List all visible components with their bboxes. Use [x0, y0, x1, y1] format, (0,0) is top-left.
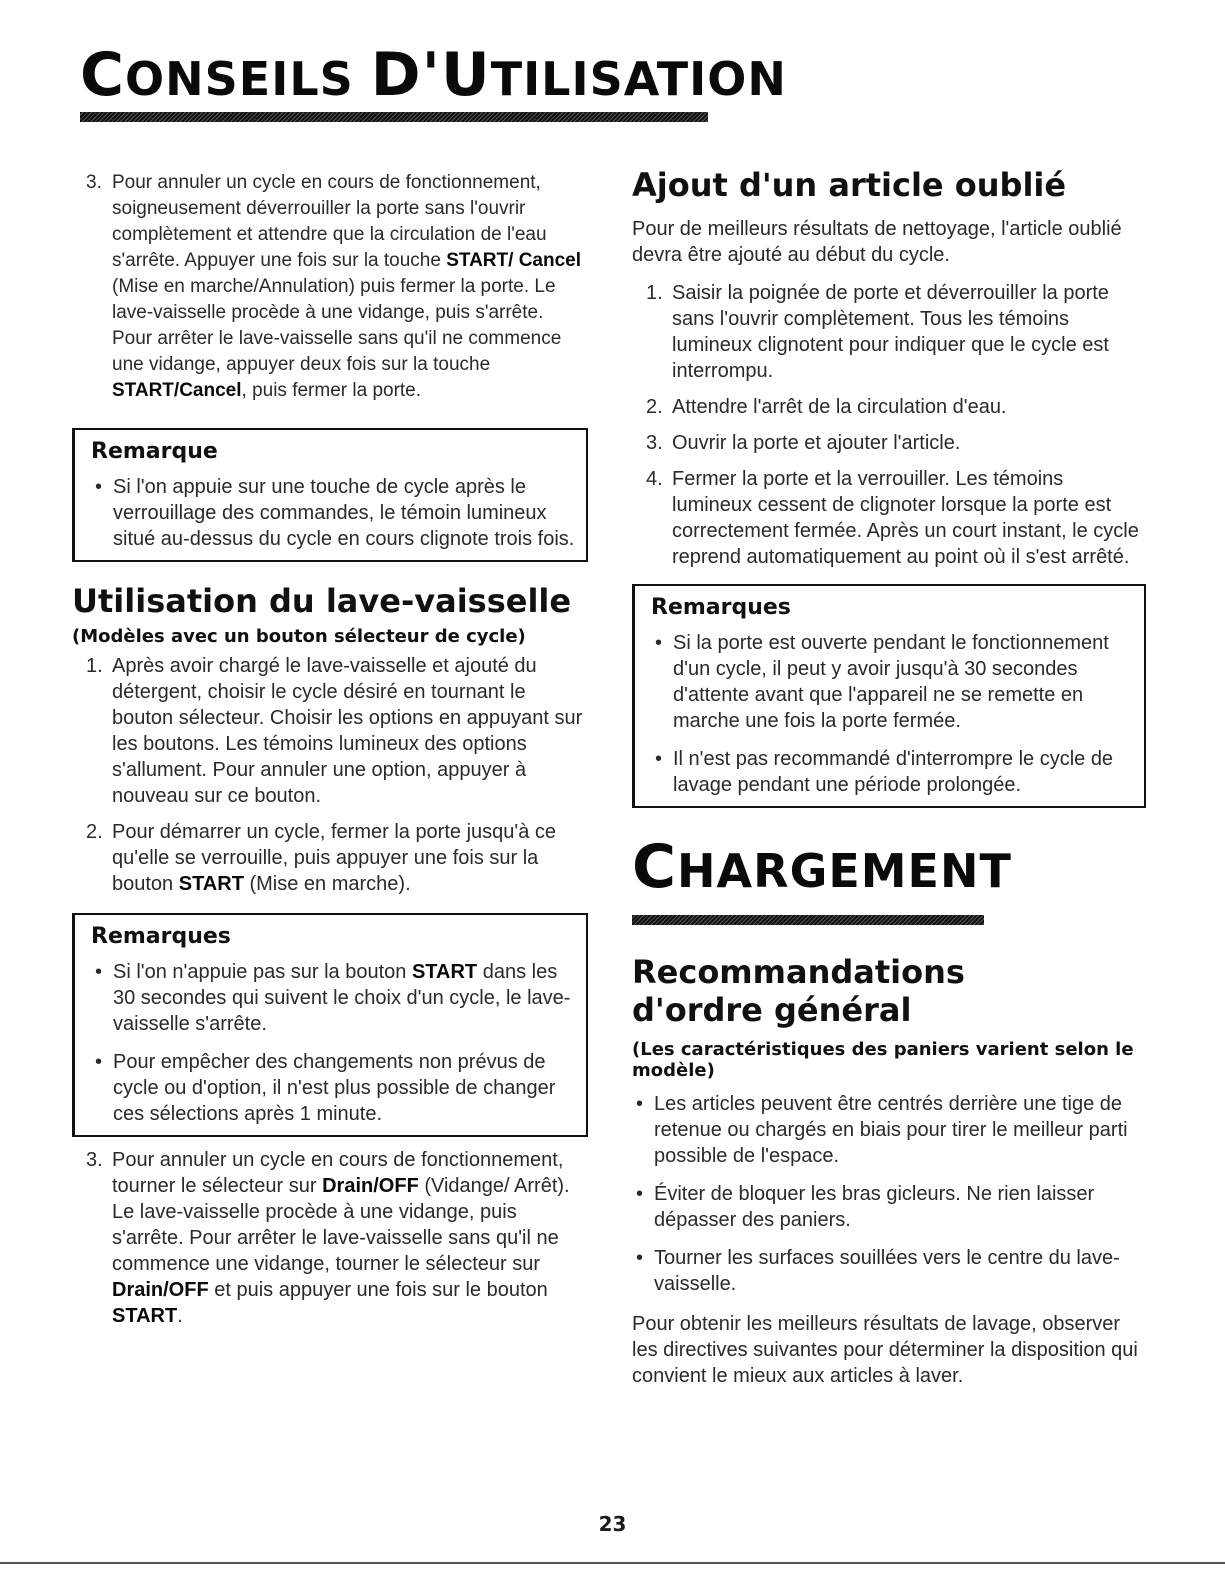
note-box: [72, 913, 588, 1137]
bottom-step-list: [72, 1147, 588, 1329]
section-subtitle: (Les caractéristiques des paniers varient selon le modèle): [632, 1039, 1134, 1081]
title-initial: C: [632, 832, 678, 902]
intro-paragraph: Pour de meilleurs résultats de nettoyage, l'article oublié devra être ajouté au début du cycle.: [632, 218, 1122, 266]
step-text: (Mise en marche/Annulation) puis fermer la porte. Le lave-vaisselle procède à une vidange, puis s'arrête. Pour arrêter le lave-vaisselle sans qu'il ne commence une vidange, appuyer deux fois sur la touche: [112, 276, 562, 375]
step-text: Après avoir chargé le lave-vaisselle et ajouté du détergent, choisir le cycle désiré en tournant le bouton sélecteur. Choisir les options en appuyant sur les boutons. Les témoins lumineux des options s'allument. Pour annuler une option, appuyer à nouveau sur ce bouton.: [112, 655, 583, 807]
list-item: [72, 819, 588, 897]
note-list: [91, 474, 576, 552]
bullet-icon: •: [95, 1051, 103, 1073]
title-part: ONSEILS: [125, 52, 371, 106]
recommendation-list: [632, 1091, 1146, 1297]
bullet-icon: •: [95, 476, 103, 498]
closing-paragraph: Pour obtenir les meilleurs résultats de lavage, observer les directives suivantes pour déterminer la disposition qui convient le mieux aux articles à laver.: [632, 1313, 1138, 1387]
step-number: 1.: [646, 282, 663, 304]
bullet-icon: •: [636, 1247, 644, 1269]
list-item: [632, 1091, 1146, 1169]
step-text: Ouvrir la porte et ajouter l'article.: [672, 432, 961, 454]
left-column: [72, 170, 588, 1339]
right-column: [632, 166, 1146, 1389]
list-item: [632, 280, 1146, 384]
note-text: Pour empêcher des changements non prévus de cycle ou d'option, il n'est plus possible de changer ces sélections après 1 minute.: [113, 1051, 556, 1125]
list-item: [651, 746, 1134, 798]
button-name: START/Cancel: [112, 380, 242, 401]
title-rule: [80, 112, 708, 122]
note-box: [72, 428, 588, 562]
step-number: 2.: [86, 821, 103, 843]
title-initial-2: D'U: [370, 40, 491, 110]
list-item: [72, 1147, 588, 1329]
step-text: Pour annuler un cycle en cours de fonctionnement, soigneusement déverrouiller la porte sans l'ouvrir complètement et attendre que la circulation de l'eau s'arrête. Appuyer une fois sur la touche: [112, 172, 547, 271]
title-part: HARGEMENT: [677, 844, 1012, 898]
chargement-title: [632, 834, 1146, 913]
list-item: [72, 170, 588, 404]
list-text: Éviter de bloquer les bras gicleurs. Ne rien laisser dépasser des paniers.: [654, 1183, 1095, 1231]
step-list: [632, 280, 1146, 570]
note-heading: Remarques: [91, 924, 231, 949]
step-text: , puis fermer la porte.: [241, 380, 422, 401]
step-number: 3.: [86, 1149, 103, 1171]
step-text: (Vidange/ Arrêt). Le lave-vaisselle procède à une vidange, puis s'arrête. Pour arrêter le lave-vaisselle sans qu'il ne commence une vidange, tourner le sélecteur sur: [112, 1175, 570, 1275]
note-text: Si la porte est ouverte pendant le fonctionnement d'un cycle, il peut y avoir jusqu'à 30 secondes d'attente avant que l'appareil ne se remette en marche une fois la porte fermée.: [673, 632, 1109, 732]
list-item: [91, 959, 576, 1037]
bottom-rule: [0, 1562, 1225, 1564]
button-name: START/ Cancel: [446, 250, 581, 271]
step-text: et puis appuyer une fois sur le bouton: [208, 1279, 548, 1301]
step-text: Saisir la poignée de porte et déverrouiller la porte sans l'ouvrir complètement. Tous les témoins lumineux clignotent pour indiquer que le cycle est interrompu.: [672, 282, 1109, 382]
step-number: 2.: [646, 396, 663, 418]
note-heading: Remarques: [651, 595, 791, 620]
list-item: [72, 653, 588, 809]
step-text: Pour annuler un cycle en cours de fonctionnement, tourner le sélecteur sur: [112, 1149, 564, 1197]
step-list: [72, 653, 588, 897]
list-text: Tourner les surfaces souillées vers le centre du lave-vaisselle.: [654, 1247, 1120, 1295]
section-heading: Utilisation du lave-vaisselle: [72, 582, 572, 620]
step-number: 1.: [86, 655, 103, 677]
button-name: Drain/OFF: [112, 1279, 209, 1301]
list-item: [91, 474, 576, 552]
list-item: [651, 630, 1134, 734]
button-name: START: [112, 1305, 178, 1327]
note-heading: Remarque: [91, 439, 218, 464]
list-item: [632, 1245, 1146, 1297]
bullet-icon: •: [636, 1093, 644, 1115]
bullet-icon: •: [636, 1183, 644, 1205]
list-item: [632, 466, 1146, 570]
note-text: Si l'on appuie sur une touche de cycle après le verrouillage des commandes, le témoin lumineux situé au-dessus du cycle en cours clignote trois fois.: [113, 476, 575, 550]
button-name: START: [411, 961, 478, 983]
title-part-2: TILISATION: [490, 52, 787, 106]
list-item: [632, 394, 1146, 420]
list-item: [632, 430, 1146, 456]
step-number: 3.: [86, 172, 102, 193]
note-text: Il n'est pas recommandé d'interrompre le cycle de lavage pendant une période prolongée.: [673, 748, 1114, 796]
step-number: 3.: [646, 432, 663, 454]
note-text: dans les 30 secondes qui suivent le choix d'un cycle, le lave-vaisselle s'arrête.: [113, 961, 571, 1035]
note-list: [651, 630, 1134, 798]
section-heading: Recommandations d'ordre général: [632, 953, 965, 1029]
list-text: Les articles peuvent être centrés derrière une tige de retenue ou chargés en biais pour tirer le meilleur parti possible de l'espace.: [654, 1093, 1128, 1167]
section-subtitle: (Modèles avec un bouton sélecteur de cycle): [72, 626, 526, 647]
button-name: START: [178, 873, 244, 895]
title-initial: C: [80, 40, 126, 110]
page-number: 23: [598, 1512, 627, 1536]
bullet-icon: •: [655, 748, 663, 770]
step-text: Attendre l'arrêt de la circulation d'eau.: [672, 396, 1007, 418]
step-text: (Mise en marche).: [243, 873, 411, 895]
step-text: Fermer la porte et la verrouiller. Les témoins lumineux cessent de clignoter lorsque la porte est correctement fermée. Après un court instant, le cycle reprend automatiquement au point où il s'est arrêté.: [672, 468, 1139, 568]
bullet-icon: •: [655, 632, 663, 654]
step-number: 4.: [646, 468, 663, 490]
step-text: Pour démarrer un cycle, fermer la porte jusqu'à ce qu'elle se verrouille, puis appuyer une fois sur la bouton: [112, 821, 557, 895]
note-box: [632, 584, 1146, 808]
top-step-list: [72, 170, 588, 404]
section-heading: Ajout d'un article oublié: [632, 166, 1067, 204]
note-list: [91, 959, 576, 1127]
list-item: [632, 1181, 1146, 1233]
note-text: Si l'on n'appuie pas sur la bouton: [113, 961, 412, 983]
chargement-rule: [632, 915, 984, 925]
button-name: Drain/OFF: [322, 1175, 419, 1197]
step-text: .: [177, 1305, 183, 1327]
list-item: [91, 1049, 576, 1127]
bullet-icon: •: [95, 961, 103, 983]
